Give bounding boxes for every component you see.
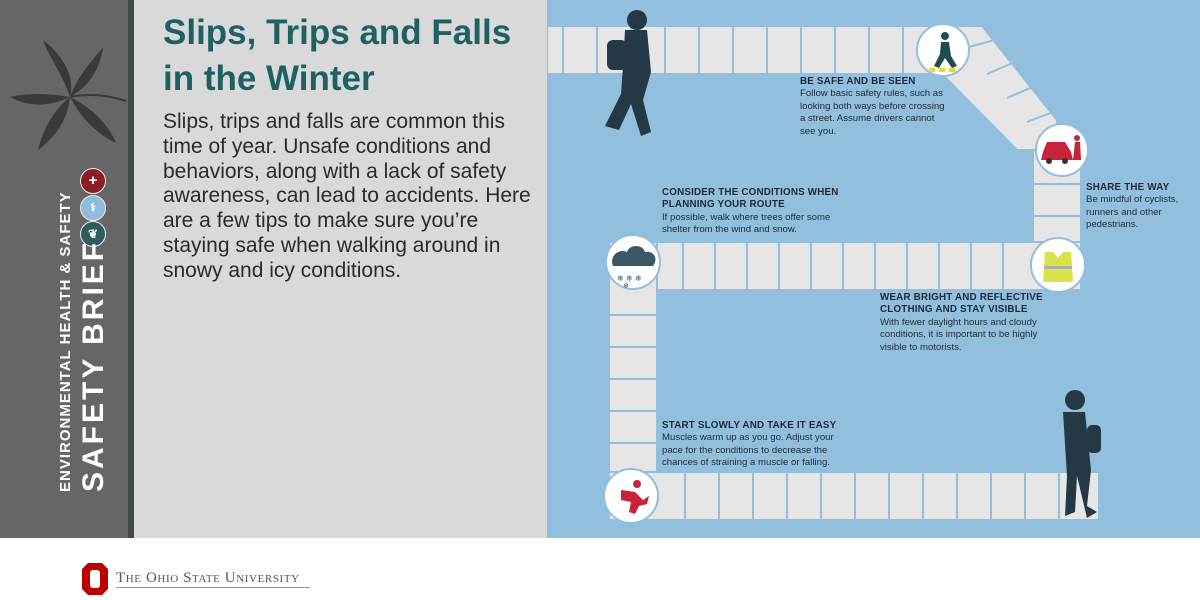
block-o-logo-icon — [82, 563, 108, 595]
tip-consider-conditions — [662, 187, 852, 237]
sidebar-title: SAFETY BRIEF — [77, 239, 110, 492]
snow-cloud-icon — [606, 235, 660, 290]
pedestrian-crossing-icon — [917, 24, 969, 76]
tip-title: START SLOWLY AND TAKE IT EASY — [662, 420, 837, 431]
tip-text: Muscles warm up as you go. Adjust your pace for the conditions to decrease the chances of straining a muscle or falling. — [662, 432, 834, 469]
red-cross-icon: + — [80, 168, 106, 194]
safety-vest-icon — [1031, 238, 1085, 292]
falling-person-icon — [604, 469, 658, 523]
university-name: The Ohio State University — [116, 570, 300, 586]
tip-be-safe — [800, 76, 950, 138]
svg-text:❄ ❄ ❄: ❄ ❄ ❄ — [617, 274, 642, 283]
tip-title: BE SAFE AND BE SEEN — [800, 76, 916, 87]
page-title: Slips, Trips and Falls in the Winter — [163, 13, 512, 98]
svg-text:❄: ❄ — [623, 283, 629, 290]
sidebar-subtitle: ENVIRONMENTAL HEALTH & SAFETY — [57, 191, 74, 492]
buckeye-leaf-icon — [8, 35, 126, 155]
tip-start-slowly — [662, 420, 852, 470]
car-and-pedestrian-icon — [1036, 124, 1088, 176]
tip-title: WEAR BRIGHT AND REFLECTIVE CLOTHING AND STAY VISIBLE — [880, 292, 1043, 316]
leaf-icon: ❦ — [80, 221, 106, 247]
tip-text: Be mindful of cyclists, runners and other pedestrians. — [1086, 194, 1179, 231]
medical-staff-icon: ⚕ — [80, 195, 106, 221]
tip-text: If possible, walk where trees offer some shelter from the wind and snow. — [662, 211, 831, 236]
tip-text: Follow basic safety rules, such as looking both ways before crossing a street. Assume drivers cannot see you. — [800, 88, 945, 137]
university-name-underline — [116, 587, 310, 588]
tip-title: CONSIDER THE CONDITIONS WHEN PLANNING YOUR ROUTE — [662, 187, 839, 211]
tip-text: With fewer daylight hours and cloudy conditions, it is important to be highly visible to motorists. — [880, 316, 1038, 353]
safety-path-board — [547, 0, 1200, 538]
tip-title: SHARE THE WAY — [1086, 182, 1170, 193]
tip-share-the-way — [1086, 182, 1186, 232]
intro-paragraph: Slips, trips and falls are common this time of year. Unsafe conditions and behaviors, along with a lack of safety awareness, can lead to accidents. Here are a few tips to make sure you’re staying safe when walking around in snowy and icy conditions. — [163, 110, 531, 282]
footer — [0, 538, 1200, 600]
path-middle-row — [627, 242, 1081, 290]
tip-reflective-clothing — [880, 292, 1050, 354]
